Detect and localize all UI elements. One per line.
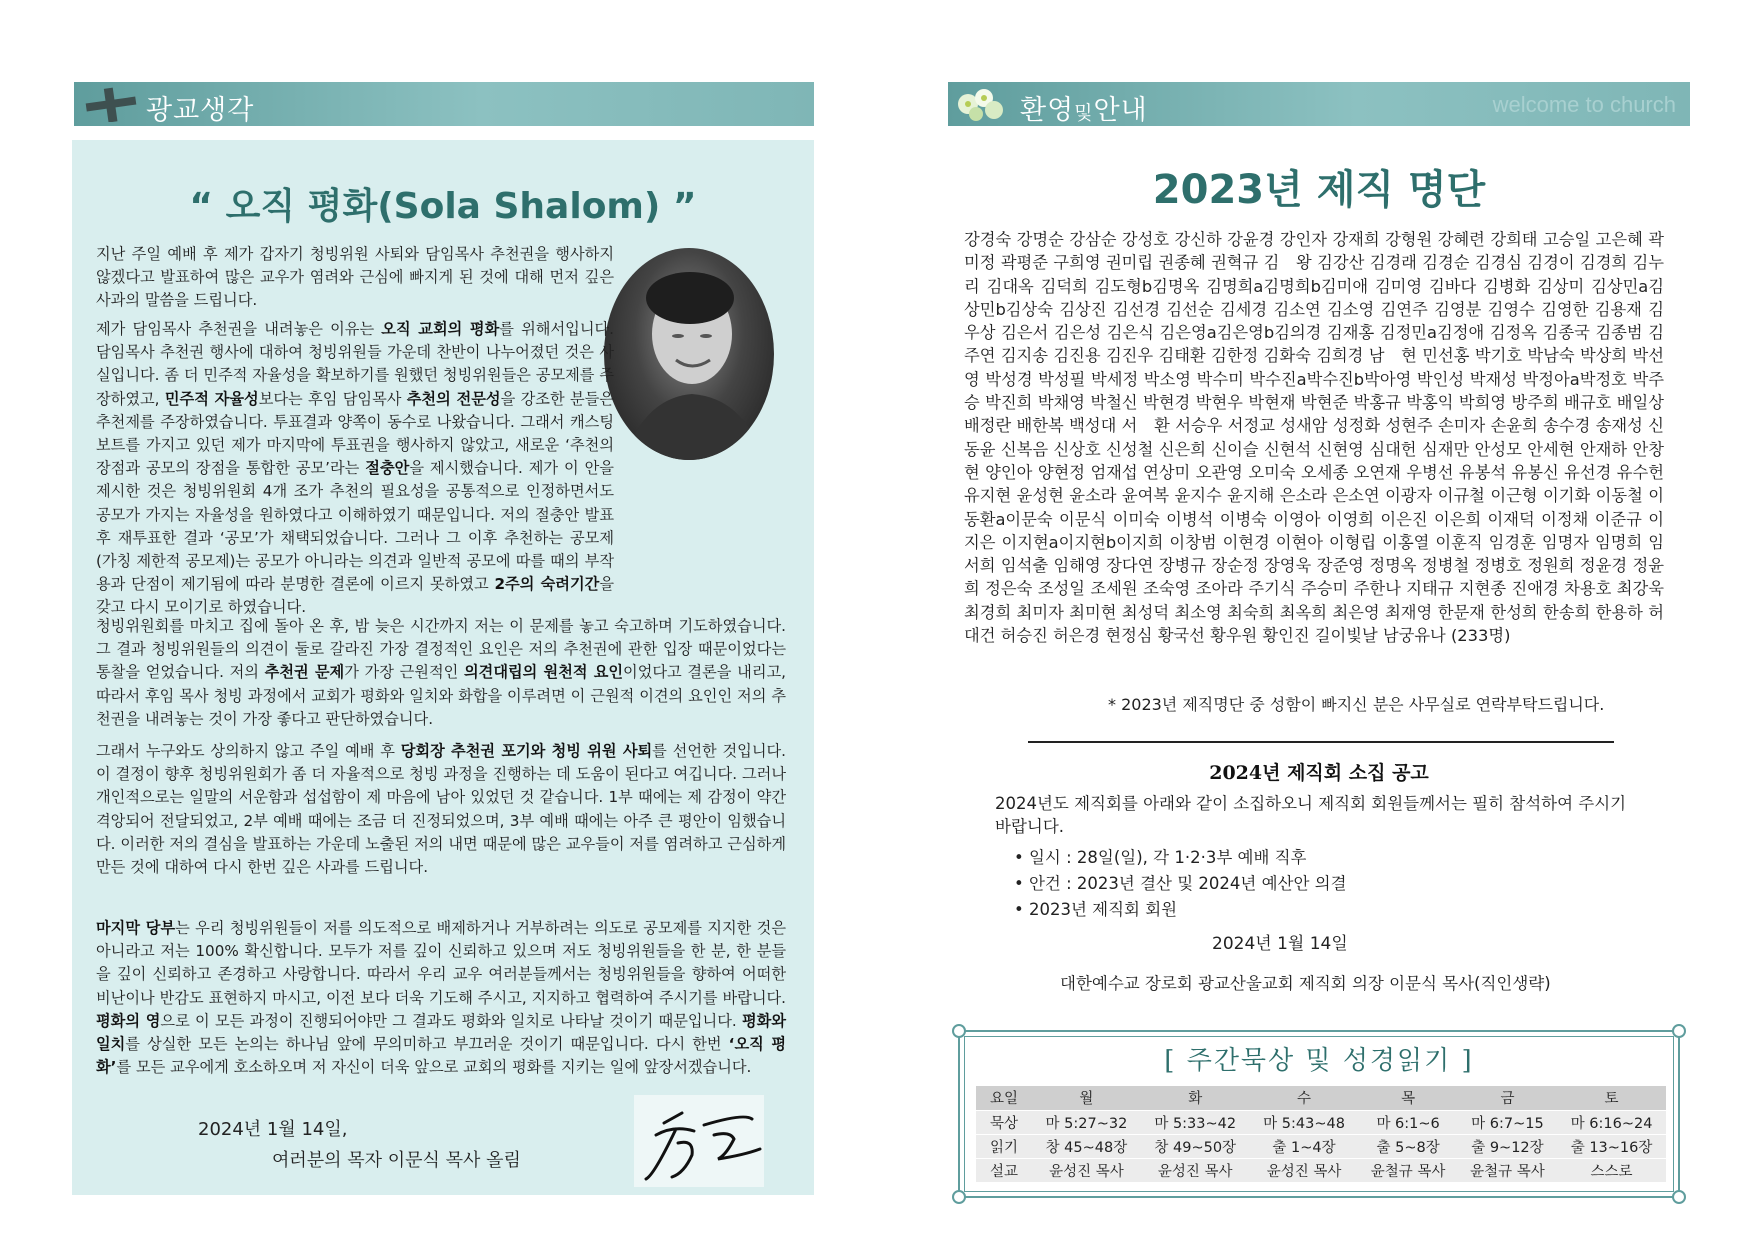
- right-header-title-part1: 환영: [1020, 95, 1075, 126]
- right-header-subtitle: welcome to church: [1492, 92, 1676, 117]
- table-cell: 윤철규 목사: [1458, 1158, 1557, 1182]
- table-cell: 마 5:33~42: [1141, 1110, 1250, 1134]
- left-section-header: [74, 82, 814, 126]
- corner-ornament: [1672, 1190, 1686, 1204]
- p2-text-a: 제가 담임목사 추천권을 내려놓은 이유는: [96, 320, 382, 338]
- table-cell: 마 6:1~6: [1358, 1110, 1457, 1134]
- right-header-title-part3: 안내: [1093, 95, 1148, 126]
- p4-bold-resignation: 당회장 추천권 포기와 청빙 위원 사퇴: [400, 742, 653, 760]
- table-cell: 창 45~48장: [1032, 1134, 1141, 1158]
- p2-bold-expertise: 추천의 전문성: [406, 389, 501, 408]
- table-cell: 마 5:43~48: [1250, 1110, 1359, 1134]
- table-header-cell: 목: [1358, 1086, 1457, 1110]
- p5-bold-unity: 평화와 일치: [96, 1011, 786, 1054]
- roster-note: * 2023년 제직명단 중 성함이 빠지신 분은 사무실로 연락부탁드립니다.: [1108, 695, 1605, 714]
- column-paragraph-4: [96, 740, 786, 879]
- p2-bold-period: 2주의 숙려기간: [494, 575, 600, 594]
- roster-names: 강경숙 강명순 강삼순 강성호 강신하 강윤경 강인자 강재희 강형원 강혜련 강희태 고승일 고은혜 곽미정 곽평준 구희영 권미립 권종혜 권혁규 김 왕 김강산 김경래 김경순 김경심 김경이 김경희 김누리 김대옥 김덕희 김도형b김명옥 김명희a김명희b김미애 김미영 김바다 김병화 김상미 김상민a김상민b김상숙 김상진 김선경 김선순 김세경 김소연 김소영 김연주 김영분 김영수 김영한 김용재 김우상 김은서 김은성 김은식 김은영a김은영b김의경 김재홍 김정민a김정애 김정옥 김종국 김종범 김주연 김지송 김진용 김진우 김태환 김한정 김화숙 김희경 남 현 민선홍 박기호 박남숙 박상희 박선영 박성경 박성필 박세정 박소영 박수미 박수진a박수진b박아영 박인성 박재성 박정아a박정호 박주승 박진희 박채영 박철신 박현경 박현우 박현재 박현준 박홍규 박홍익 박희영 방주희 배규호 배일상 배정란 배한복 백성대 서 환 서승우 서정교 성새암 성정화 성현주 손미자 손윤희 송수경 송재성 신동윤 신복음 신상호 신성철 신은희 신이슬 신현석 신현영 심대헌 심재만 안성모 안세현 안재하 안창현 양인아 양현정 엄재섭 연상미 오관영 오미숙 오세종 오연재 우병선 유봉석 유봉신 유선경 유수헌 유지현 윤성현 윤소라 윤여복 윤지수 윤지해 은소라 은소연 이광자 이규철 이근형 이기화 이동철 이동환a이문숙 이문식 이미숙 이병석 이병숙 이영아 이영희 이은진 이은희 이재덕 이정채 이준규 이지은 이지현a이지현b이지희 이창범 이현경 이현아 이형립 이홍열 이훈직 임경훈 임명자 임명희 임서희 임석출 임해영 장다연 장병규 장순정 장영욱 장준영 정명옥 정병철 정병호 정원희 정윤경 정윤희 정은숙 조성일 조세원 조숙영 조아라 주기식 주승미 주한나 지태규 지현종 진애경 차용호 최강욱 최경희 최미자 최미현 최성덕 최소영 최숙희 최옥희 최은영 최재영 한문재 한성희 한송희 한용하 허대건 허승진 허은경 현정심 황국선 황우원 황인진 길이빛날 남궁유나 (233명): [964, 230, 1664, 646]
- roster-title: 2023년 제직 명단: [1152, 167, 1486, 213]
- right-section-header: [948, 82, 1690, 126]
- p3-text-c: 가 가장 근원적인: [344, 663, 464, 682]
- column-date: 2024년 1월 14일,: [198, 1119, 348, 1140]
- cross-icon: [84, 86, 138, 122]
- p2-bold-compromise: 절충안: [365, 459, 410, 478]
- table-cell: 출 13~16장: [1557, 1134, 1666, 1158]
- table-cell: 출 1~4장: [1250, 1134, 1359, 1158]
- p5-bold-spirit: 평화의 영: [96, 1011, 161, 1030]
- table-header-cell: 요일: [976, 1086, 1032, 1110]
- column-paragraph-2: [96, 318, 614, 620]
- table-row-label: 설교: [976, 1158, 1032, 1182]
- announcement-item: • 일시 : 28일(일), 각 1·2·3부 예배 직후: [1014, 845, 1347, 871]
- p5-bold-last-request: 마지막 당부: [96, 919, 176, 937]
- p5-text-d: 으로 이 모든 과정이 진행되어야만 그 결과도 평화와 일치로 나타날 것이기 때문입니다.: [160, 1011, 742, 1030]
- weekly-reading-table: [976, 1086, 1666, 1182]
- announcement-body: 2024년도 제직회를 아래와 같이 소집하오니 제직회 회원들께서는 필히 참석하여 주시기 바랍니다.: [995, 794, 1627, 836]
- p5-text-h: 를 모든 교우에게 호소하오며 저 자신이 더욱 앞으로 교회의 평화를 지키는 일에 앞장서겠습니다.: [116, 1058, 752, 1077]
- pastor-portrait: [604, 248, 774, 460]
- table-cell: 스스로: [1557, 1158, 1666, 1182]
- announcement-title: 2024년 제직회 소집 공고: [1209, 762, 1429, 784]
- table-row: [976, 1134, 1666, 1158]
- p2-text-e: 보다는 후임 담임목사: [258, 389, 407, 408]
- weekly-reading-title: [ 주간묵상 및 성경읽기 ]: [1164, 1046, 1474, 1076]
- table-header-row: [976, 1086, 1666, 1110]
- flower-icon: [954, 84, 1010, 124]
- p5-text-b: 는 우리 청빙위원들이 저를 의도적으로 배제하거나 거부하려는 의도로 공모제를 지지한 것은 아니라고 저는 100% 확신합니다. 모두가 저를 깊이 신뢰하고 있으며 저도 청빙위원들을 한 분, 한 분들을 깊이 신뢰하고 존경하고 사랑합니다. 따라서 우리 교우 여러분들께서는 청빙위원들을 향하여 어떠한 비난이나 반감도 표현하지 마시고, 이전 보다 더욱 기도해 주시고, 지지하고 협력하여 주시기를 바랍니다.: [96, 919, 786, 1007]
- p2-bold-autonomy: 민주적 자율성: [164, 389, 259, 408]
- right-header-title: [1020, 88, 1148, 127]
- column-signoff: 여러분의 목자 이문식 목사 올림: [272, 1150, 521, 1171]
- p5-text-f: 를 상실한 모든 논의는 하나님 앞에 무의미하고 부끄러운 것이기 때문입니다. 다시 한번: [125, 1035, 729, 1054]
- announcement-item: • 2023년 제직회 회원: [1014, 897, 1347, 923]
- table-header-cell: 토: [1557, 1086, 1666, 1110]
- p2-text-g: 을 강조한 분들은 추천제를 주장하였습니다. 투표결과 양쪽이 동수로 나왔습니다. 그래서 캐스팅 보트를 가지고 있던 제가 마지막에 투표권을 행사하지 않았고, 새로운 ‘추천의 장점과 공모의 장점을 통합한 공모’라는: [96, 389, 614, 478]
- table-header-cell: 금: [1458, 1086, 1557, 1110]
- p4-text-a: 그래서 누구와도 상의하지 않고 주일 예배 후: [96, 742, 401, 760]
- corner-ornament: [952, 1024, 966, 1038]
- p2-bold-peace: 오직 교회의 평화: [381, 320, 500, 338]
- announcement-item: • 안건 : 2023년 결산 및 2024년 예산안 의결: [1014, 871, 1347, 897]
- table-row-label: 읽기: [976, 1134, 1032, 1158]
- portrait-figure-icon: [604, 248, 774, 460]
- section-divider: [1028, 741, 1614, 743]
- table-header-cell: 화: [1141, 1086, 1250, 1110]
- table-cell: 마 6:7~15: [1458, 1110, 1557, 1134]
- announcement-signature: 대한예수교 장로회 광교산울교회 제직회 의장 이문식 목사(직인생략): [1060, 974, 1551, 993]
- table-cell: 윤성진 목사: [1250, 1158, 1359, 1182]
- p2-text-k: 을 갖고 다시 모이기로 하였습니다.: [96, 575, 614, 617]
- table-row: [976, 1110, 1666, 1134]
- table-header-cell: 월: [1032, 1086, 1141, 1110]
- announcement-list: [1014, 845, 1347, 923]
- column-paragraph-5: [96, 917, 786, 1079]
- column-paragraph-3: [96, 615, 786, 731]
- table-row-label: 묵상: [976, 1110, 1032, 1134]
- corner-ornament: [952, 1190, 966, 1204]
- p3-bold-cause: 의견대립의 원천적 요인: [464, 663, 624, 682]
- table-cell: 창 49~50장: [1141, 1134, 1250, 1158]
- p2-text-c: 를 위해서입니다. 담임목사 추천권 행사에 대하여 청빙위원들 가운데 찬반이 나누어졌던 것은 사실입니다. 좀 더 민주적 자율성을 확보하기를 원했던 청빙위원들은 공모제를 주장하였고,: [96, 320, 614, 408]
- left-header-title-rest: 생각: [200, 95, 255, 126]
- table-header-cell: 수: [1250, 1086, 1359, 1110]
- table-cell: 마 5:27~32: [1032, 1110, 1141, 1134]
- column-paragraph-1: 지난 주일 예배 후 제가 갑자기 청빙위원 사퇴와 담임목사 추천권을 행사하지 않겠다고 발표하여 많은 교우가 염려와 근심에 빠지게 된 것에 대해 먼저 깊은 사과의 말씀을 드립니다.: [96, 245, 614, 310]
- left-header-title: [146, 88, 254, 127]
- p3-text-e: 이었다고 결론을 내리고, 따라서 후임 목사 청빙 과정에서 교회가 평화와 일치와 화합을 이루려면 이 근원적 이견의 요인인 저의 추천권을 내려놓는 것이 가장 좋다고 판단하였습니다.: [96, 663, 786, 728]
- table-cell: 윤성진 목사: [1141, 1158, 1250, 1182]
- p5-bold-only-peace: ‘오직 평화’: [96, 1035, 786, 1077]
- table-cell: 출 5~8장: [1358, 1134, 1457, 1158]
- table-cell: 윤성진 목사: [1032, 1158, 1141, 1182]
- table-cell: 윤철규 목사: [1358, 1158, 1457, 1182]
- right-header-title-part2: 및: [1074, 102, 1094, 124]
- table-cell: 마 6:16~24: [1557, 1110, 1666, 1134]
- weekly-reading-box: [958, 1030, 1680, 1198]
- column-title: “ 오직 평화(Sola Shalom) ”: [189, 186, 697, 227]
- p3-bold-issue: 추천권 문제: [264, 663, 345, 682]
- pastor-column-panel: [72, 140, 814, 1195]
- p3-text-a: 청빙위원회를 마치고 집에 돌아 온 후, 밤 늦은 시간까지 저는 이 문제를 놓고 숙고하며 기도하였습니다. 그 결과 청빙위원들의 의견이 둘로 갈라진 가장 결정적인 요인은 저의 추천권에 관한 입장 때문이었다는 통찰을 얻었습니다. 저의: [96, 617, 786, 682]
- p2-text-i: 을 제시했습니다. 제가 이 안을 제시한 것은 청빙위원회 4개 조가 추천의 필요성을 공통적으로 인정하면서도 공모가 가지는 자율성을 원하였다고 이해하였기 때문입니다. 저의 절충안 발표 후 재투표한 결과 ‘공모’가 채택되었습니다. 그러나 그 이후 추천하는 공모제(가칭 제한적 공모제)는 공모가 아니라는 의견과 일반적 공모에 따를 때의 부작용과 단점이 제기됨에 따라 분명한 결론에 이르지 못하였고: [96, 459, 614, 594]
- table-cell: 출 9~12장: [1458, 1134, 1557, 1158]
- signature-box: [634, 1095, 764, 1187]
- left-header-title-main: 광교: [146, 95, 201, 126]
- handwritten-signature-icon: [634, 1095, 764, 1187]
- table-row: [976, 1158, 1666, 1182]
- corner-ornament: [1672, 1024, 1686, 1038]
- announcement-date: 2024년 1월 14일: [1212, 934, 1348, 954]
- p4-text-c: 를 선언한 것입니다. 이 결정이 향후 청빙위원회가 좀 더 자율적으로 청빙 과정을 진행하는 데 도움이 된다고 여깁니다. 그러나 개인적으로는 일말의 서운함과 섭섭함이 제 마음에 남아 있었던 것 같습니다. 1부 때에는 제 감정이 약간 격앙되어 전달되었고, 2부 예배 때에는 조금 더 진정되었으며, 3부 예배 때에는 아주 큰 평안이 임했습니다. 이러한 저의 결심을 발표하는 가운데 노출된 저의 내면 때문에 많은 교우들이 저를 염려하고 근심하게 만든 것에 대하여 다시 한번 깊은 사과를 드립니다.: [96, 742, 786, 877]
